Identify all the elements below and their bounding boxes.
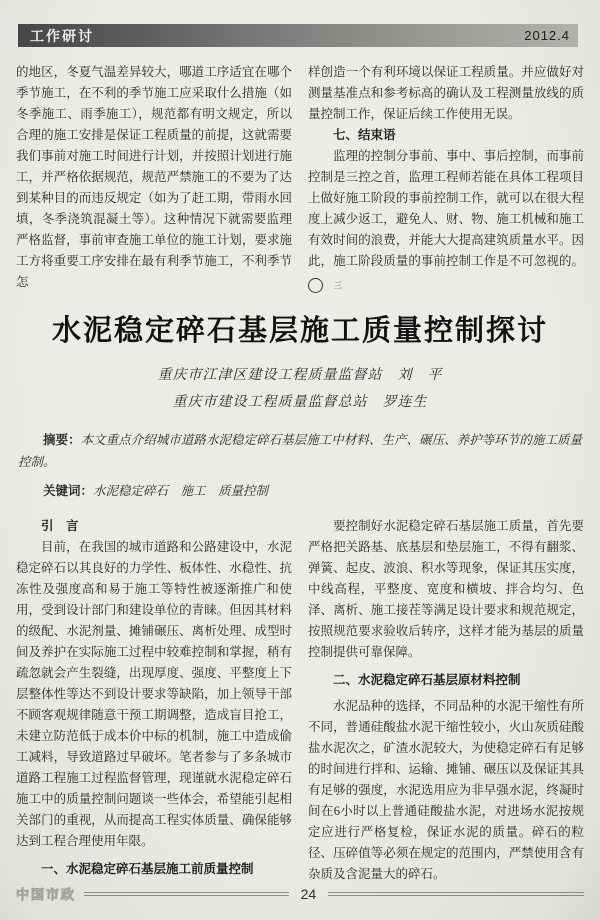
author-line: 重庆市江津区建设工程质量监督站 刘 平 bbox=[157, 368, 443, 383]
page-number: 24 bbox=[300, 885, 317, 902]
previous-article-left-column bbox=[16, 62, 292, 293]
keywords-text: 水泥稳定碎石 施工 质量控制 bbox=[93, 484, 269, 498]
conclusion-paragraph: 监理的控制分事前、事中、事后控制，而事前控制是三控之首，监理工程师若能在具体工程项目上做好施工阶段的事前控制工作，就可以在很大程度上减少返工，避免人、财、物、施工机械和施工有效时间的浪费，并能大大提高建筑质量水平。因此，施工阶段质量的事前控制工作是不可忽视的。 bbox=[308, 149, 584, 268]
journal-logo: 中国市政 bbox=[16, 887, 77, 902]
section1-heading: 一、水泥稳定碎石基层施工前质量控制 bbox=[41, 862, 254, 876]
section2-heading: 二、水泥稳定碎石基层原材料控制 bbox=[333, 673, 521, 687]
page-footer bbox=[16, 884, 584, 903]
intro-paragraph: 目前，在我国的城市道路和公路建设中，水泥稳定碎石以其良好的力学性、板体性、水稳性、抗冻性及强度高和易于施工等特性被逐渐推广和使用，受到设计部门和建设单位的青睐。但因其材料的级配、水泥剂量、摊铺碾压、离析处理、成型时间及养护在实际施工过程中较难控制和掌握，稍有疏忽就会产生裂缝，出现厚度、强度、平整度上下层整体性等达不到设计要求等缺陷，加上领导干部不顾客观规律随意干预工期调整，造成盲目抢工，未建立防范低于成本价中标的机制，施工中造成偷工减料，导致道路过早破坏。笔者参与了多条城市道路工程施工过程监督管理，现谨就水泥稳定碎石施工中的质量控制问题谈一些体会，希望能引起相关部门的重视，从而提高工程实体质量、确保能够达到工程合理使用年限。 bbox=[16, 540, 292, 848]
end-of-article-mark: 三 bbox=[308, 278, 323, 293]
article-right-column bbox=[308, 516, 584, 885]
article-left-column bbox=[16, 516, 292, 885]
issue-number: 2012.4 bbox=[524, 28, 570, 43]
abstract-label: 摘要： bbox=[43, 433, 81, 447]
footer-rule bbox=[328, 892, 584, 896]
abstract-text: 本文重点介绍城市道路水泥稳定碎石基层施工中材料、生产、碾压、养护等环节的施工质量控制。 bbox=[18, 433, 582, 469]
intro-heading: 引 言 bbox=[41, 519, 79, 533]
author-block bbox=[0, 362, 600, 416]
previous-article-columns bbox=[0, 62, 600, 293]
abstract bbox=[18, 429, 582, 473]
header-bar bbox=[18, 24, 578, 47]
footer-rule bbox=[84, 892, 289, 896]
keywords-label: 关键词： bbox=[43, 484, 94, 498]
previous-article-text: 的地区，冬夏气温差异较大，哪道工序适宜在哪个季节施工，在不利的季节施工应采取什么措施（如冬季施工、雨季施工），规范都有明文规定，所以合理的施工安排是保证工程质量的前提，这就需要我们事前对施工时间进行计划，并按照计划进行施工，并严格依据规范，规范严禁施工的不要为了达到某种目的而违反规定（如为了赶工期，带雨水回填，冬季浇筑混凝土等）。这种情况下就需要监理严格监督，事前审查施工单位的施工计划，要求施工方将重要工序安排在最有利季节施工，不利季节怎 bbox=[16, 65, 292, 289]
keywords bbox=[18, 480, 582, 502]
abstract-block bbox=[18, 429, 582, 502]
conclusion-heading: 七、结束语 bbox=[333, 128, 396, 142]
section1-paragraph: 要控制好水泥稳定碎石基层施工质量，首先要严格把关路基、底基层和垫层施工，不得有翻浆、弹簧、起皮、波浪、积水等现象，保证其压实度，中线高程，平整度、宽度和横坡、拌合均匀、色泽、离析、施工接茬等满足设计要求和规范规定，按照规范要求验收后转序，这样才能为基层的质量控制提供可靠保障。 bbox=[308, 519, 584, 659]
article-body-columns bbox=[0, 516, 600, 885]
previous-article-text: 样创造一个有利环境以保证工程质量。并应做好对测量基准点和参考标高的确认及工程测量放线的质量控制工作，保证后续工作使用无误。 bbox=[308, 65, 584, 121]
previous-article-text bbox=[308, 146, 584, 293]
column-section-title: 工作研讨 bbox=[30, 27, 94, 44]
section2-paragraph: 水泥品种的选择，不同品种的水泥干缩性有所不同，普通硅酸盐水泥干缩性较小，火山灰质硅酸盐水泥次之，矿渣水泥较大，为使稳定碎石有足够的时间进行拌和、运输、摊铺、碾压以及保证其具有足够的强度，水泥选用应为非早强水泥，终凝时间在6小时以上普通硅酸盐水泥，对进场水泥按规定应进行严格复检，保证水泥的质量。碎石的粒径、压碎值等必须在规定的范围内，严禁使用含有杂质及含泥量大的碎石。 bbox=[308, 699, 584, 881]
author-line: 重庆市建设工程质量监督总站 罗连生 bbox=[172, 395, 428, 410]
previous-article-right-column bbox=[308, 62, 584, 293]
article-title: 水泥稳定碎石基层施工质量控制探讨 bbox=[51, 315, 548, 347]
